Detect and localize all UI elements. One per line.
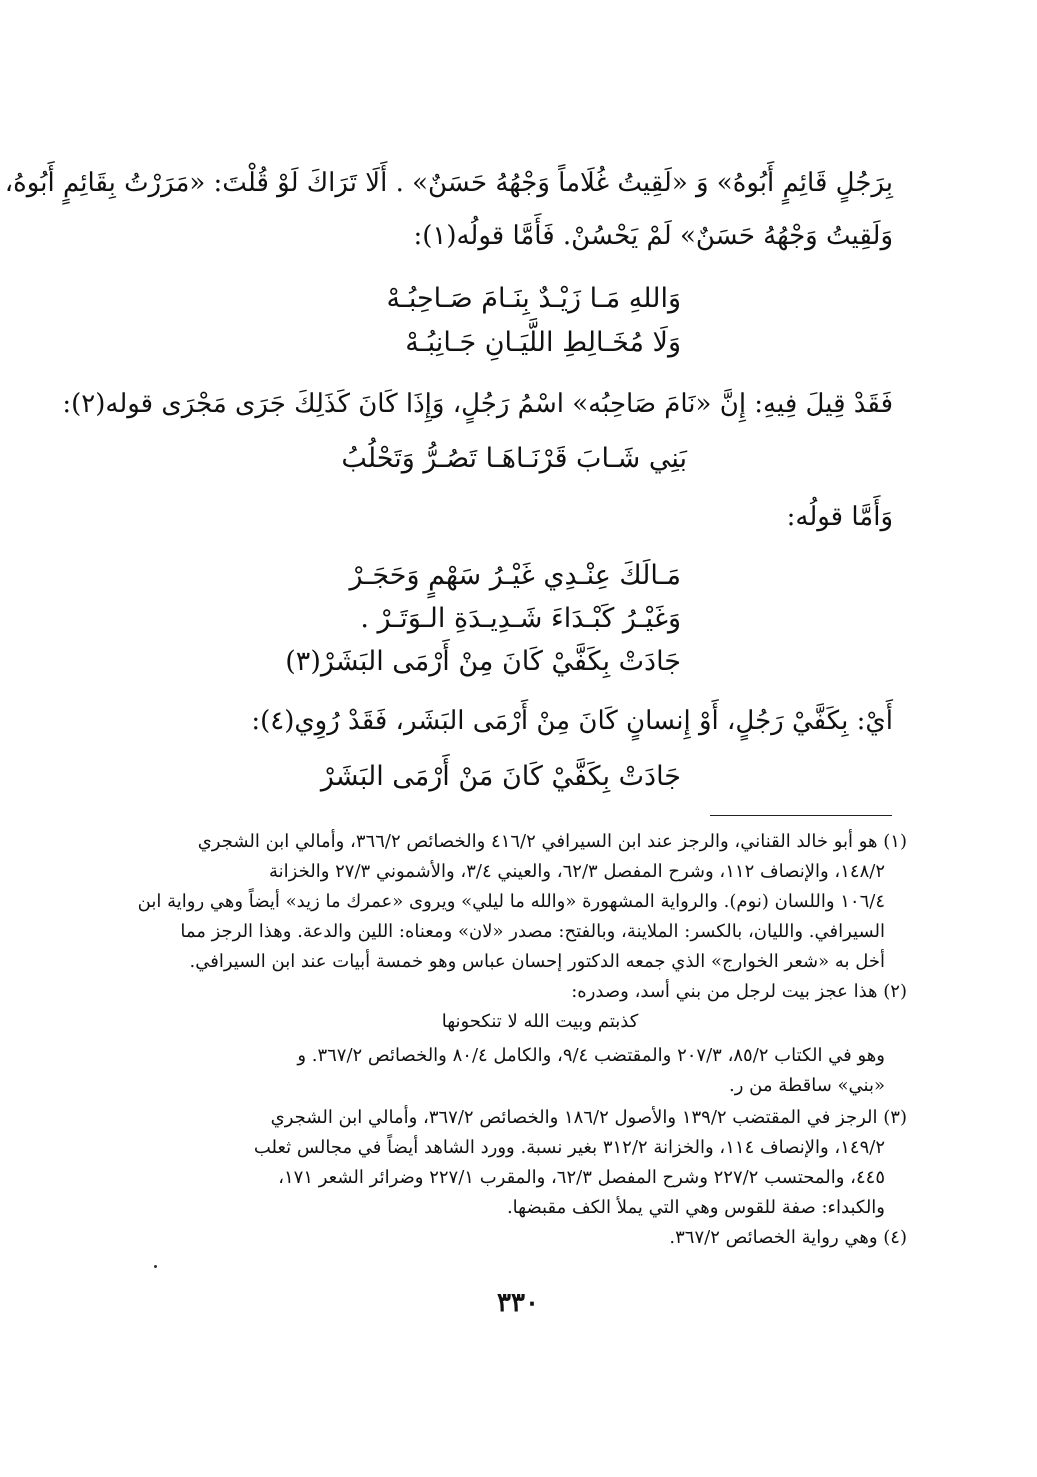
body-line-2: وَلَقِيتُ وَجْهُهُ حَسَنٌ» لَمْ يَحْسُنْ. فَأَمَّا قولُه(١):	[413, 221, 893, 251]
verse-1-line-2: وَلَا مُخَـالِطِ اللَّيَـانِ جَـانِبُـهْ	[405, 327, 681, 358]
verse-3-line-2: وَغَيْـرُ كَبْـدَاءَ شَـدِيـدَةِ الـوَتَـرْ .	[360, 603, 681, 634]
footnote-3-line-4: والكبداء: صفة للقوس وهي التي يملأ الكف مقبضها.	[506, 1197, 885, 1218]
footnote-3-line-1: (٣) الرجز في المقتضب ١٣٩/٢ والأصول ١٨٦/٢ والخصائص ٣٦٧/٢، وأمالي ابن الشجري	[270, 1107, 907, 1128]
page-number: ٣٣٠	[497, 1288, 539, 1318]
footnote-1-line-1: (١) هو أبو خالد القناني، والرجز عند ابن السيرافي ٤١٦/٢ والخصائص ٣٦٦/٢، وأمالي ابن الشجري	[197, 831, 907, 852]
footnote-2-line-1: (٢) هذا عجز بيت لرجل من بني أسد، وصدره:	[571, 981, 907, 1002]
footnote-4-line-1: (٤) وهي رواية الخصائص ٣٦٧/٢.	[669, 1227, 907, 1248]
footnote-2-line-3: «بني» ساقطة من ر.	[729, 1075, 885, 1096]
footnote-2-line-2: وهو في الكتاب ٨٥/٢، ٢٠٧/٣ والمقتضب ٩/٤، والكامل ٨٠/٤ والخصائص ٣٦٧/٢. و	[297, 1045, 885, 1066]
footnote-1-line-2: ١٤٨/٢، والإنصاف ١١٢، وشرح المفصل ٦٢/٣، والعيني ٣/٤، والأشموني ٢٧/٣ والخزانة	[269, 861, 885, 882]
footnote-2-verse: كذبتم وبيت الله لا تنكحونها	[441, 1011, 639, 1032]
verse-4: جَادَتْ بِكَفَّيْ كَانَ مَنْ أَرْمَى البَشَرْ	[320, 761, 681, 792]
body-line-1: بِرَجُلٍ قَائِمٍ أَبُوهُ» وَ «لَقِيتُ غُلَاماً وَجْهُهُ حَسَنٌ» . أَلَا تَرَاكَ لَوْ قُلْتَ: «مَرَرْتُ بِقَائِمٍ أَبُوهُ،	[4, 168, 893, 198]
footnote-3-line-2: ١٤٩/٢، والإنصاف ١١٤، والخزانة ٣١٢/٢ بغير نسبة. وورد الشاهد أيضاً في مجالس ثعلب	[253, 1137, 885, 1158]
footnote-1-line-5: أخل به «شعر الخوارج» الذي جمعه الدكتور إحسان عباس وهو خمسة أبيات عند ابن السيرافي.	[189, 951, 885, 972]
body-line-5: أَيْ: بِكَفَّيْ رَجُلٍ، أَوْ إِنسانٍ كَانَ مِنْ أَرْمَى البَشَر، فَقَدْ رُوِي(٤):	[251, 706, 893, 736]
stray-mark	[154, 1265, 157, 1268]
footnote-1-line-4: السيرافي. والليان، بالكسر: الملاينة، وبالفتح: مصدر «لان» ومعناه: اللين والدعة. وهذا الرجز مما	[180, 921, 885, 942]
footnote-3-line-3: ٤٤٥، والمحتسب ٢٢٧/٢ وشرح المفصل ٦٢/٣، والمقرب ٢٢٧/١ وضرائر الشعر ١٧١،	[278, 1167, 885, 1188]
body-line-3: فَقَدْ قِيلَ فِيهِ: إِنَّ «نَامَ صَاحِبُه» اسْمُ رَجُلٍ، وَإِذَا كَانَ كَذَلِكَ جَرَى مَجْرَى قوله(٢):	[62, 389, 893, 419]
verse-3-line-3: جَادَتْ بِكَفَّيْ كَانَ مِنْ أَرْمَى البَشَرْ(٣)	[285, 646, 681, 677]
verse-3-line-1: مَـالَكَ عِنْـدِي غَيْـرُ سَهْمٍ وَحَجَـرْ	[349, 560, 681, 591]
verse-2: بَنِي شَـابَ قَرْنَـاهَـا تَصُـرُّ وَتَحْلُبُ	[341, 443, 687, 474]
footnote-1-line-3: ١٠٦/٤ واللسان (نوم). والرواية المشهورة «والله ما ليلي» ويروى «عمرك ما زيد» أيضاً وهي رواية ابن	[137, 891, 885, 912]
body-line-4: وَأَمَّا قولُه:	[786, 502, 893, 532]
verse-1-line-1: وَاللهِ مَـا زَيْـدٌ بِنَـامَ صَـاحِبُـهْ	[386, 283, 681, 314]
footnote-separator	[710, 815, 892, 816]
